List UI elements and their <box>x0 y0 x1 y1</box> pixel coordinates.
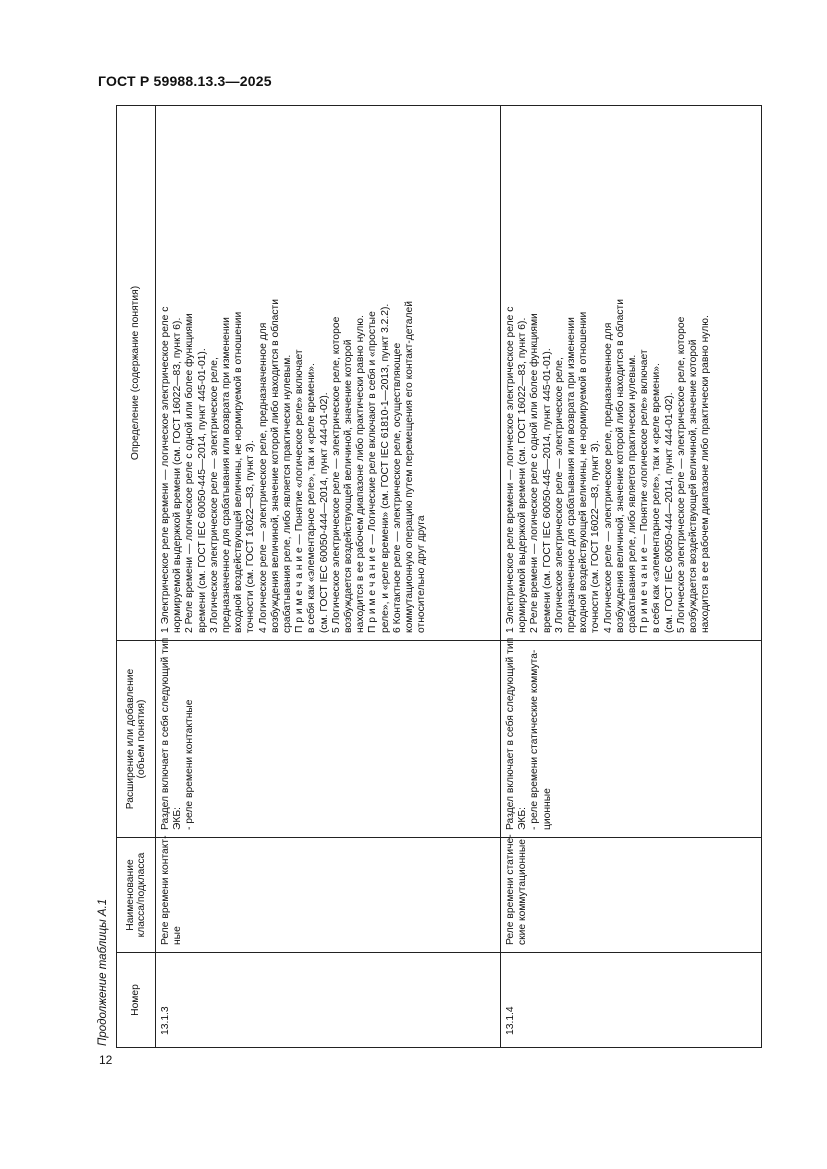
row-extension <box>156 637 501 838</box>
definition-line: возбуждается воздействующей величиной, значение которой <box>688 339 700 633</box>
row-name-line: Реле времени контакт- <box>160 835 171 945</box>
table-header-row <box>117 106 156 1048</box>
rotated-table-region <box>96 106 761 1048</box>
definition-line: 2 Реле времени — логическое реле с одной или более функциями <box>529 313 541 633</box>
row-name-line: Реле времени статиче- <box>505 834 516 945</box>
definition-line: П р и м е ч а н и е — Понятие «логическое реле» включает <box>639 349 651 633</box>
row-extension-line: - реле времени контактные <box>184 699 196 830</box>
row-name <box>156 835 501 953</box>
definition-line: входной воздействующей величины, не нормируемой в отношении <box>233 311 245 633</box>
row-number: 13.1.3 <box>156 953 501 1048</box>
definition-line: предназначенное для срабатывания или возврата при изменении <box>566 317 578 633</box>
table-row <box>501 106 762 1048</box>
definition-line: находится в ее рабочем диапазоне либо практически равно нулю. <box>700 315 712 633</box>
row-name-line: ные <box>172 926 184 945</box>
header-name-line: класса/подкласса <box>136 852 147 938</box>
header-name <box>117 838 156 953</box>
row-number: 13.1.4 <box>501 953 762 1048</box>
definition-line: срабатывания реле, либо является практически нулевым. <box>627 354 639 633</box>
row-extension-line: Раздел включает в себя следующий тип <box>505 637 516 830</box>
definition-line: 3 Логическое электрическое реле — электрическое реле, <box>208 357 220 633</box>
definition-line: реле», и «реле времени» (см. ГОСТ IEC 61810-1—2013, пункт 3.2.2). <box>379 303 391 633</box>
definition-line: находится в ее рабочем диапазоне либо практически равно нулю. <box>355 315 367 633</box>
definition-line: входной воздействующей величины, не нормируемой в отношении <box>578 311 590 633</box>
document-standard-header: ГОСТ Р 59988.13.3—2025 <box>98 73 272 89</box>
row-name <box>501 834 762 953</box>
row-extension-line: ЭКБ: <box>172 806 184 830</box>
definition-line: 1 Электрическое реле времени — логическое электрическое реле с <box>505 306 516 633</box>
definition-line: в себя как «элементарное реле», так и «реле времени». <box>651 363 663 633</box>
definition-line: нормируемой выдержкой времени (см. ГОСТ 16022—83, пункт 6). <box>517 317 529 633</box>
row-extension <box>501 637 762 838</box>
definition-line: 4 Логическое реле — электрическое реле, предназначенное для <box>602 322 614 633</box>
row-definition <box>156 106 501 641</box>
definition-line: точности (см. ГОСТ 16022—83, пункт 3). <box>245 440 257 633</box>
page-number: 12 <box>99 1053 113 1067</box>
definition-line: 6 Контактное реле — электрическое реле, осуществляющее <box>391 342 403 633</box>
definition-line: П р и м е ч а н и е — Понятие «логическое реле» включает <box>294 349 306 633</box>
table-caption: Продолжение таблицы А.1 <box>97 898 109 1046</box>
header-extension <box>117 641 156 838</box>
terms-table <box>116 105 762 1048</box>
definition-line: 2 Реле времени — логическое реле с одной или более функциями <box>184 313 196 633</box>
definition-line: возбуждения величиной, значение которой либо находится в области <box>614 298 626 633</box>
header-name-line: Наименование <box>124 859 136 931</box>
definition-line: относительно друг друга <box>416 515 428 633</box>
header-number: Номер <box>117 953 156 1048</box>
definition-line: 5 Логическое электрическое реле — электрическое реле, которое <box>330 316 342 633</box>
definition-line: времени (см. ГОСТ IEC 60050-445—2014, пункт 445-01-01). <box>541 348 553 633</box>
row-name-line: ские коммутационные <box>517 839 529 945</box>
definition-line: (см. ГОСТ IEC 60050-444—2014, пункт 444-01-02). <box>318 392 330 633</box>
header-extension-line: Расширение или добавление <box>124 668 136 810</box>
definition-line: возбуждается воздействующей величиной, значение которой <box>343 339 355 633</box>
row-extension-line: ционные <box>541 788 553 830</box>
row-extension-line: ЭКБ: <box>517 806 529 830</box>
definition-line: точности (см. ГОСТ 16022—83, пункт 3). <box>590 440 602 633</box>
definition-line: 4 Логическое реле — электрическое реле, предназначенное для <box>257 322 269 633</box>
definition-line: 3 Логическое электрическое реле — электрическое реле, <box>553 357 565 633</box>
definition-line: коммутационную операцию путем перемещения его контакт-деталей <box>404 301 416 633</box>
definition-line: срабатывания реле, либо является практически нулевым. <box>282 354 294 633</box>
row-definition <box>501 106 762 641</box>
row-extension-line: - реле времени статические коммута- <box>529 649 541 830</box>
definition-line: (см. ГОСТ IEC 60050-444—2014, пункт 444-01-02). <box>663 392 675 633</box>
table-row <box>156 106 501 1048</box>
definition-line: в себя как «элементарное реле», так и «реле времени». <box>306 363 318 633</box>
definition-line: П р и м е ч а н и е — Логические реле включают в себя и «простые <box>367 311 379 633</box>
header-extension-line: (объем понятия) <box>136 699 147 779</box>
definition-line: предназначенное для срабатывания или возврата при изменении <box>221 317 233 633</box>
definition-line: 1 Электрическое реле времени — логическое электрическое реле с <box>160 306 171 633</box>
header-definition: Определение (содержание понятия) <box>117 106 156 641</box>
definition-line: 5 Логическое электрическое реле — электрическое реле, которое <box>675 316 687 633</box>
definition-line: возбуждения величиной, значение которой либо находится в области <box>269 298 281 633</box>
definition-line: времени (см. ГОСТ IEC 60050-445—2014, пункт 445-01-01). <box>196 348 208 633</box>
definition-line: нормируемой выдержкой времени (см. ГОСТ 16022—83, пункт 6). <box>172 317 184 633</box>
row-extension-line: Раздел включает в себя следующий тип <box>160 637 171 830</box>
